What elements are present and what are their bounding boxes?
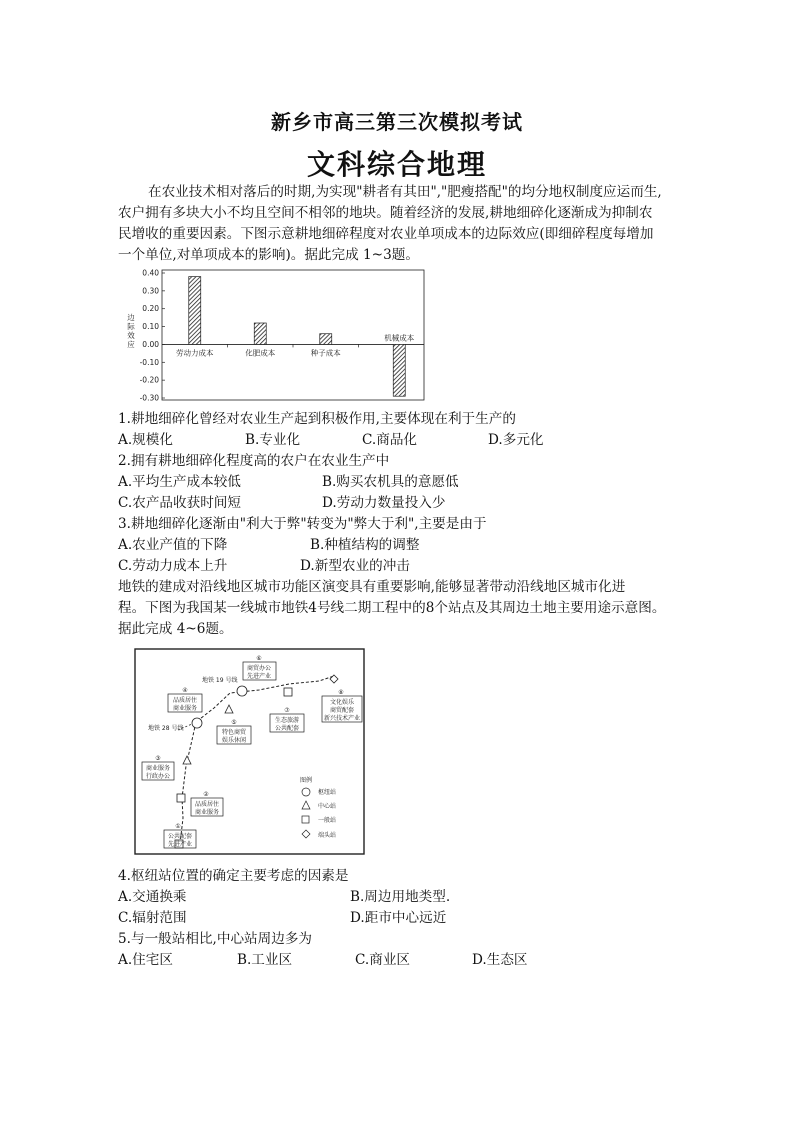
svg-text:②: ②: [203, 791, 209, 798]
y-axis-label-char: 应: [127, 340, 135, 349]
category-label: 劳动力成本: [176, 348, 214, 358]
q5-stem: 5.与一般站相比,中心站周边多为: [118, 931, 313, 947]
general-station-marker: [284, 688, 292, 696]
q1-stem: 1.耕地细碎化曾经对农业生产起到积极作用,主要体现在利于生产的: [118, 411, 516, 427]
q2-option-a[interactable]: A.平均生产成本较低: [118, 474, 241, 490]
svg-text:商贸办公: 商贸办公: [246, 665, 272, 672]
q4-option-a[interactable]: A.交通换乘: [118, 889, 187, 905]
q3-option-b[interactable]: B.种植结构的调整: [310, 537, 420, 553]
svg-text:④: ④: [182, 687, 188, 694]
svg-text:⑥: ⑥: [256, 655, 262, 662]
category-label: 机械成本: [384, 333, 415, 343]
svg-text:商业服务: 商业服务: [145, 765, 171, 772]
exam-title: 文科综合地理: [306, 148, 487, 181]
intro2-line-2: 程。下图为我国某一线城市地铁4号线二期工程中的8个站点及其周边土地主要用途示意图。: [118, 600, 666, 616]
svg-text:⑧: ⑧: [338, 689, 344, 696]
svg-text:生态旅游: 生态旅游: [274, 717, 300, 724]
q5-option-d[interactable]: D.生态区: [472, 952, 528, 968]
intro1-line-4: 一个单位,对单项成本的影响)。据此完成 1~3题。: [118, 247, 419, 263]
svg-text:商贸配套: 商贸配套: [329, 707, 355, 714]
marginal-effect-chart: [118, 265, 438, 405]
hub-station-marker: [192, 718, 202, 728]
intro1-line-1: 在农业技术相对落后的时期,为实现"耕者有其田","肥瘦搭配"的均分地权制度应运而生,: [148, 184, 662, 200]
y-axis-label-char: 边: [127, 313, 135, 322]
svg-text:图例: 图例: [300, 777, 313, 784]
svg-text:中心站: 中心站: [318, 803, 337, 810]
y-tick-label: 0.10: [142, 322, 159, 332]
q1-option-b[interactable]: B.专业化: [245, 432, 301, 448]
q1-option-c[interactable]: C.商品化: [362, 432, 418, 448]
bar-4: [393, 344, 405, 396]
metro-line-map: [134, 648, 366, 856]
q1-option-d[interactable]: D.多元化: [488, 432, 544, 448]
q3-option-a[interactable]: A.农业产值的下降: [118, 537, 228, 553]
general-station-marker: [177, 794, 185, 802]
q3-option-d[interactable]: D.新型农业的冲击: [300, 558, 410, 574]
intro1-line-2: 农户拥有多块大小不均且空间不相邻的地块。随着经济的发展,耕地细碎化逐渐成为抑制农: [118, 205, 653, 221]
q2-option-d[interactable]: D.劳动力数量投入少: [322, 495, 446, 511]
legend-general-icon: [302, 816, 309, 823]
q3-stem: 3.耕地细碎化逐渐由"利大于弊"转变为"弊大于利",主要是由于: [118, 516, 487, 532]
y-axis-label-char: 效: [127, 331, 135, 340]
q2-option-c[interactable]: C.农产品收获时间短: [118, 495, 241, 511]
q5-option-b[interactable]: B.工业区: [237, 952, 293, 968]
q2-option-b[interactable]: B.购买农机具的意愿低: [322, 474, 459, 490]
intro1-line-3: 民增收的重要因素。下图示意耕地细碎程度对农业单项成本的边际效应(即细碎程度每增加: [118, 226, 654, 242]
svg-text:特色商贸: 特色商贸: [221, 729, 247, 736]
q1-option-a[interactable]: A.规模化: [118, 432, 173, 448]
line-28-label: 地铁 28 号线: [148, 725, 184, 732]
y-tick-label: 0.20: [142, 304, 159, 314]
category-label: 种子成本: [310, 348, 341, 358]
svg-text:品质居住: 品质居住: [172, 697, 198, 704]
svg-text:商业服务: 商业服务: [194, 809, 220, 816]
y-tick-label: 0.00: [142, 339, 159, 349]
q5-option-c[interactable]: C.商业区: [355, 952, 411, 968]
svg-text:娱乐休闲: 娱乐休闲: [221, 737, 247, 744]
svg-text:文化娱乐: 文化娱乐: [329, 699, 355, 706]
svg-text:品质居住: 品质居住: [194, 801, 220, 808]
svg-text:一般站: 一般站: [318, 817, 337, 824]
y-tick-label: 0.30: [142, 286, 159, 296]
svg-text:⑤: ⑤: [231, 719, 237, 726]
y-tick-label: -0.30: [139, 393, 159, 403]
svg-text:商业服务: 商业服务: [172, 705, 198, 712]
svg-text:行政办公: 行政办公: [145, 773, 171, 780]
y-tick-label: 0.40: [142, 268, 159, 278]
y-axis-label-char: 际: [127, 322, 135, 331]
q4-option-d[interactable]: D.距市中心远近: [350, 910, 447, 926]
svg-text:端头站: 端头站: [318, 832, 337, 839]
intro2-line-1: 地铁的建成对沿线地区城市功能区演变具有重要影响,能够显著带动沿线地区城市化进: [118, 579, 626, 595]
svg-text:先进产业: 先进产业: [246, 673, 272, 680]
legend-hub-icon: [302, 788, 310, 796]
line-19-label: 地铁 19 号线: [202, 677, 238, 684]
bar-1: [189, 277, 201, 345]
hub-station-marker: [237, 686, 247, 696]
exam-subtitle: 新乡市高三第三次模拟考试: [271, 110, 523, 134]
svg-text:先进产业: 先进产业: [167, 841, 193, 848]
q4-stem: 4.枢纽站位置的确定主要考虑的因素是: [118, 868, 349, 884]
svg-text:⑦: ⑦: [284, 707, 290, 714]
bar-2: [254, 323, 266, 344]
category-label: 化肥成本: [245, 348, 276, 358]
y-tick-label: -0.20: [139, 375, 159, 385]
svg-text:公共配套: 公共配套: [167, 833, 193, 840]
q4-option-b[interactable]: B.周边用地类型.: [350, 889, 451, 905]
svg-text:公共配套: 公共配套: [274, 725, 300, 732]
svg-text:③: ③: [155, 755, 161, 762]
q2-stem: 2.拥有耕地细碎化程度高的农户在农业生产中: [118, 453, 390, 469]
svg-text:枢纽站: 枢纽站: [318, 789, 337, 796]
svg-text:新兴技术产业: 新兴技术产业: [323, 715, 361, 722]
y-axis-label: [127, 312, 135, 349]
q3-option-c[interactable]: C.劳动力成本上升: [118, 558, 228, 574]
bar-3: [320, 334, 332, 345]
y-tick-label: -0.10: [139, 357, 159, 367]
intro2-line-3: 据此完成 4~6题。: [118, 621, 233, 637]
svg-text:①: ①: [175, 823, 181, 830]
q5-option-a[interactable]: A.住宅区: [118, 952, 173, 968]
q4-option-c[interactable]: C.辐射范围: [118, 910, 187, 926]
